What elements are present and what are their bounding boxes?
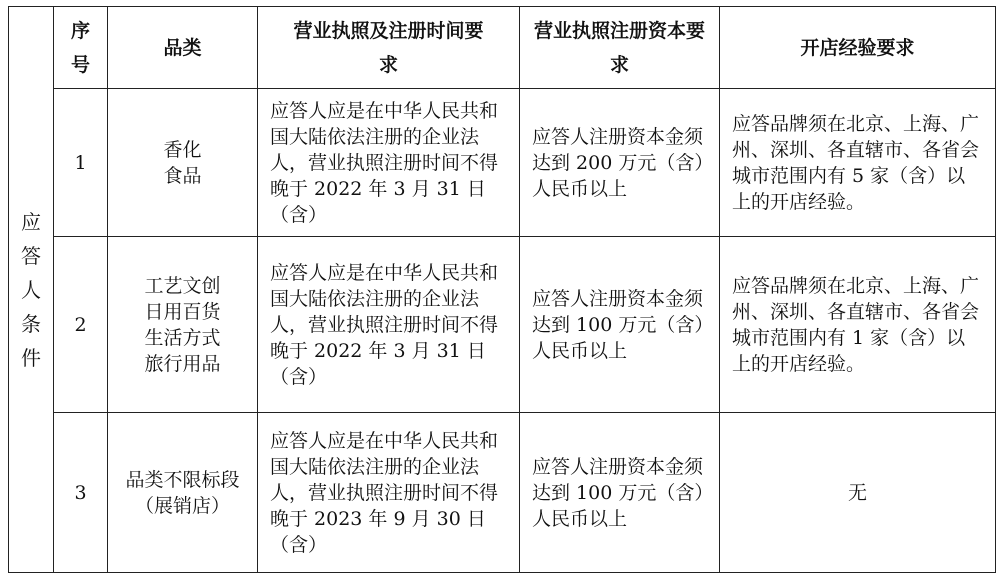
row-number: 2 [54,237,108,413]
category-line: 工艺文创 [144,274,221,297]
table-row [9,413,996,573]
side-char: 件 [21,345,41,370]
header-capital: 营业执照注册资本要求 [520,7,720,89]
table-row [9,237,996,413]
row-experience-requirement: 应答品牌须在北京、上海、广州、深圳、各直辖市、各省会城市范围内有 1 家（含）以上的开店经验。 [720,237,996,413]
applicant-conditions-label [9,7,54,573]
header-experience: 开店经验要求 [720,7,996,89]
header-license: 营业执照及注册时间要求 [258,7,520,89]
side-char: 应 [21,209,41,234]
row-capital-requirement: 应答人注册资本金须达到 100 万元（含）人民币以上 [520,413,720,573]
row-experience-requirement: 无 [720,413,996,573]
row-number: 3 [54,413,108,573]
table-row [9,89,996,237]
category-line: 旅行用品 [144,352,221,375]
side-char: 人 [21,277,41,302]
requirements-table-container [8,6,996,573]
header-category: 品类 [108,7,258,89]
side-label-vertical [21,205,41,375]
category-line: 日用百货 [144,300,221,323]
category-line: 生活方式 [144,326,221,349]
category-line: 食品 [163,164,202,187]
row-license-requirement: 应答人应是在中华人民共和国大陆依法注册的企业法人，营业执照注册时间不得晚于 2023 年 9 月 30 日（含） [258,413,520,573]
row-capital-requirement: 应答人注册资本金须达到 200 万元（含）人民币以上 [520,89,720,237]
category-line: 品类不限标段 [125,468,240,491]
row-license-requirement: 应答人应是在中华人民共和国大陆依法注册的企业法人，营业执照注册时间不得晚于 2022 年 3 月 31 日（含） [258,89,520,237]
row-category [108,413,258,573]
side-char: 答 [21,243,41,268]
header-no: 序号 [54,7,108,89]
header-row [9,7,996,89]
row-experience-requirement: 应答品牌须在北京、上海、广州、深圳、各直辖市、各省会城市范围内有 5 家（含）以上的开店经验。 [720,89,996,237]
side-char: 条 [21,311,41,336]
category-line: （展销店） [134,494,230,517]
row-category [108,89,258,237]
row-capital-requirement: 应答人注册资本金须达到 100 万元（含）人民币以上 [520,237,720,413]
category-line: 香化 [163,138,202,161]
requirements-table [8,6,996,573]
row-license-requirement: 应答人应是在中华人民共和国大陆依法注册的企业法人，营业执照注册时间不得晚于 2022 年 3 月 31 日（含） [258,237,520,413]
row-number: 1 [54,89,108,237]
row-category [108,237,258,413]
